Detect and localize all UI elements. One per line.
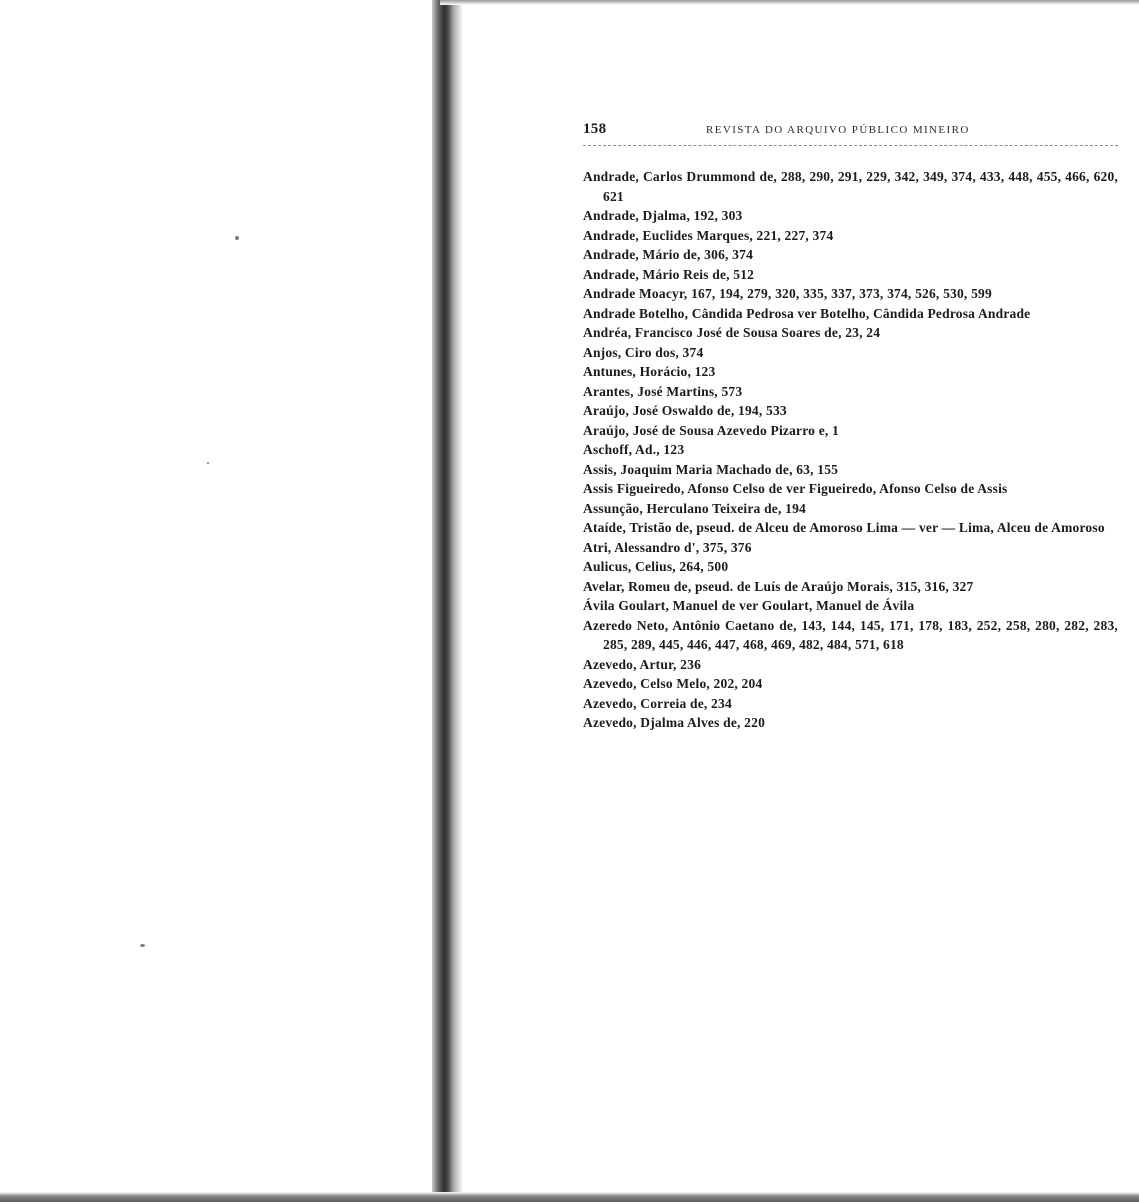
index-entry: Andrade Botelho, Cândida Pedrosa ver Botelho, Cândida Pedrosa Andrade (583, 305, 1031, 321)
index-entry: Assunção, Herculano Teixeira de, 194 (583, 500, 806, 516)
index-entry: Andrade, Mário Reis de, 512 (583, 266, 755, 282)
page-header (583, 121, 1118, 146)
index-entry: Ávila Goulart, Manuel de ver Goulart, Manuel de Ávila (583, 598, 915, 613)
index-entry: Antunes, Horácio, 123 (583, 364, 716, 379)
index-entry: Azeredo Neto, Antônio Caetano de, 143, 144, 145, 171, 178, 183, 252, 258, 280, 282, 283, 285, 289, 445, 446, 447, 468, 469, 482, 484, 571, 618 (583, 617, 1118, 652)
index-entry: Atri, Alessandro d', 375, 376 (583, 539, 752, 555)
index-entry: Azevedo, Artur, 236 (583, 656, 702, 672)
index-entry: Andrade, Mário de, 306, 374 (583, 247, 754, 262)
index-entry: Arantes, José Martins, 573 (583, 383, 743, 399)
index-entry: Azevedo, Djalma Alves de, 220 (583, 715, 766, 730)
page-top-shadow (440, 0, 1139, 5)
index-entry: Anjos, Ciro dos, 374 (583, 344, 704, 360)
index-entry: Aschoff, Ad., 123 (583, 442, 685, 457)
index-entry: Andrade, Djalma, 192, 303 (583, 208, 743, 223)
index-entry: Aulicus, Celius, 264, 500 (583, 559, 729, 574)
paper-speck (207, 462, 209, 464)
index-entry: Assis Figueiredo, Afonso Celso de ver Figueiredo, Afonso Celso de Assis (583, 481, 1008, 496)
page-bottom-edge (0, 1192, 1139, 1202)
index-entry: Andrade, Carlos Drummond de, 288, 290, 291, 229, 342, 349, 374, 433, 448, 455, 466, 620, 621 (583, 169, 1118, 204)
index-list (583, 167, 1118, 733)
index-entry: Andrade Moacyr, 167, 194, 279, 320, 335, 337, 373, 374, 526, 530, 599 (583, 286, 992, 301)
index-entry: Assis, Joaquim Maria Machado de, 63, 155 (583, 461, 839, 477)
index-entry: Araújo, José de Sousa Azevedo Pizarro e, 1 (583, 422, 839, 438)
index-entry: Ataíde, Tristão de, pseud. de Alceu de Amoroso Lima — ver — Lima, Alceu de Amoroso (583, 520, 1105, 535)
index-entry: Azevedo, Correia de, 234 (583, 695, 732, 711)
index-entry: Andréa, Francisco José de Sousa Soares de, 23, 24 (583, 325, 881, 340)
left-page (0, 0, 432, 1202)
index-entry: Araújo, José Oswaldo de, 194, 533 (583, 403, 787, 418)
index-entry: Avelar, Romeu de, pseud. de Luís de Araújo Morais, 315, 316, 327 (583, 578, 974, 594)
paper-speck (235, 236, 239, 240)
index-entry: Andrade, Euclides Marques, 221, 227, 374 (583, 227, 834, 243)
book-gutter (432, 0, 462, 1202)
page-number: 158 (583, 121, 607, 137)
paper-speck (140, 944, 145, 947)
running-title: REVISTA DO ARQUIVO PÚBLICO MINEIRO (706, 124, 970, 136)
index-entry: Azevedo, Celso Melo, 202, 204 (583, 676, 763, 691)
